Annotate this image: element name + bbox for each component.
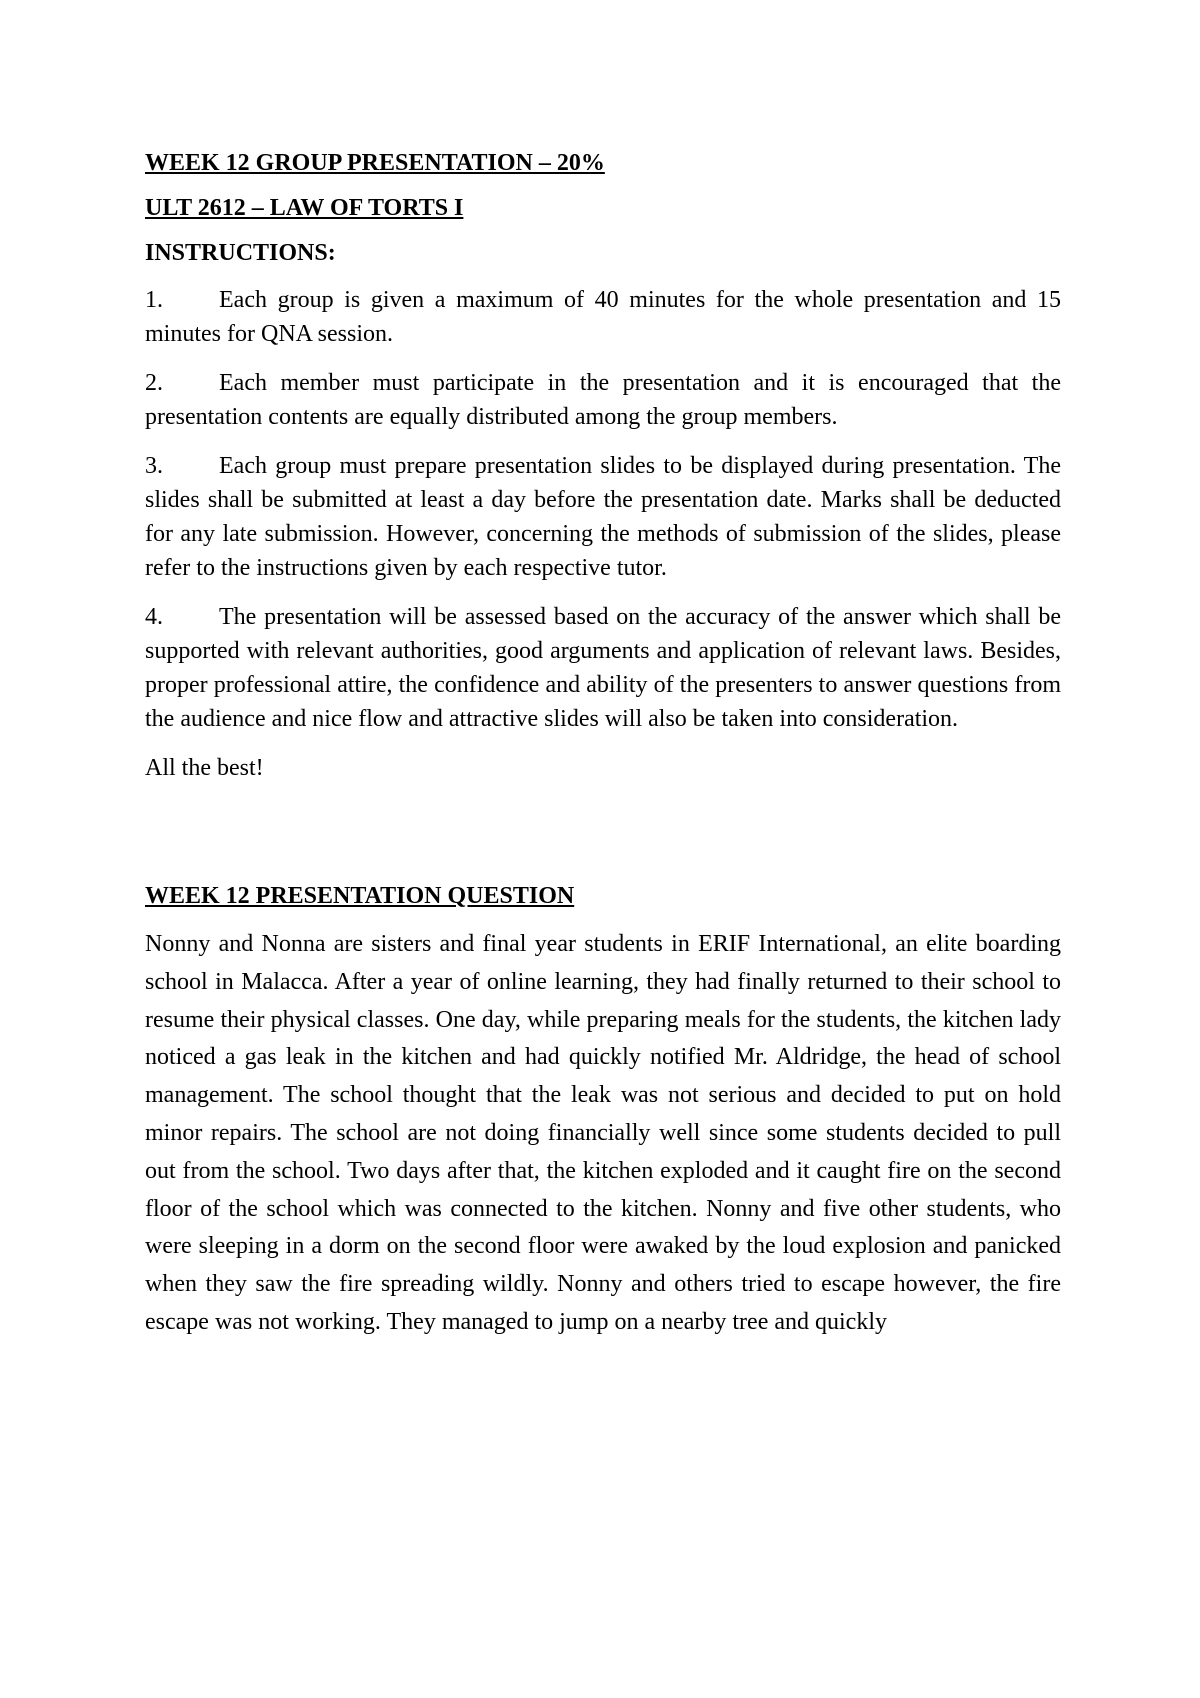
instruction-item bbox=[145, 366, 1061, 434]
instruction-text: Each group is given a maximum of 40 minutes for the whole presentation and 15 minutes for QNA session. bbox=[145, 287, 1061, 347]
question-text: Nonny and Nonna are sisters and final year students in ERIF International, an elite boarding school in Malacca. After a year of online learning, they had finally returned to their school to resume their physical classes. One day, while preparing meals for the students, the kitchen lady noticed a gas leak in the kitchen and had quickly notified Mr. Aldridge, the head of school management. The school thought that the leak was not serious and decided to put on hold minor repairs. The school are not doing financially well since some students decided to pull out from the school. Two days after that, the kitchen exploded and it caught fire on the second floor of the school which was connected to the kitchen. Nonny and five other students, who were sleeping in a dorm on the second floor were awaked by the loud explosion and panicked when they saw the fire spreading wildly. Nonny and others tried to escape however, the fire escape was not working. They managed to jump on a nearby tree and quickly bbox=[145, 931, 1061, 1335]
instruction-text: Each group must prepare presentation slides to be displayed during presentation. The slides shall be submitted at least a day before the presentation date. Marks shall be deducted for any late submission. However, concerning the methods of submission of the slides, please refer to the instructions given by each respective tutor. bbox=[145, 453, 1061, 581]
course-title: ULT 2612 – LAW OF TORTS I bbox=[145, 195, 464, 221]
spacer bbox=[145, 785, 1061, 881]
instruction-text: The presentation will be assessed based on the accuracy of the answer which shall be supported with relevant authorities, good arguments and application of relevant laws. Besides, proper professional attire, the confidence and ability of the presenters to answer questions from the audience and nice flow and attractive slides will also be taken into consideration. bbox=[145, 604, 1061, 732]
instruction-number: 2. bbox=[145, 370, 163, 396]
instruction-item bbox=[145, 600, 1061, 736]
instruction-item bbox=[145, 283, 1061, 351]
document-body bbox=[145, 148, 1061, 1342]
question-heading: WEEK 12 PRESENTATION QUESTION bbox=[145, 883, 575, 909]
instruction-number: 1. bbox=[145, 287, 163, 313]
instructions-label: INSTRUCTIONS: bbox=[145, 240, 336, 266]
instruction-item bbox=[145, 449, 1061, 585]
closing-line: All the best! bbox=[145, 755, 264, 781]
instruction-number: 3. bbox=[145, 453, 163, 479]
instruction-number: 4. bbox=[145, 604, 163, 630]
document-title: WEEK 12 GROUP PRESENTATION – 20% bbox=[145, 150, 605, 176]
instruction-text: Each member must participate in the presentation and it is encouraged that the presentation contents are equally distributed among the group members. bbox=[145, 370, 1061, 430]
